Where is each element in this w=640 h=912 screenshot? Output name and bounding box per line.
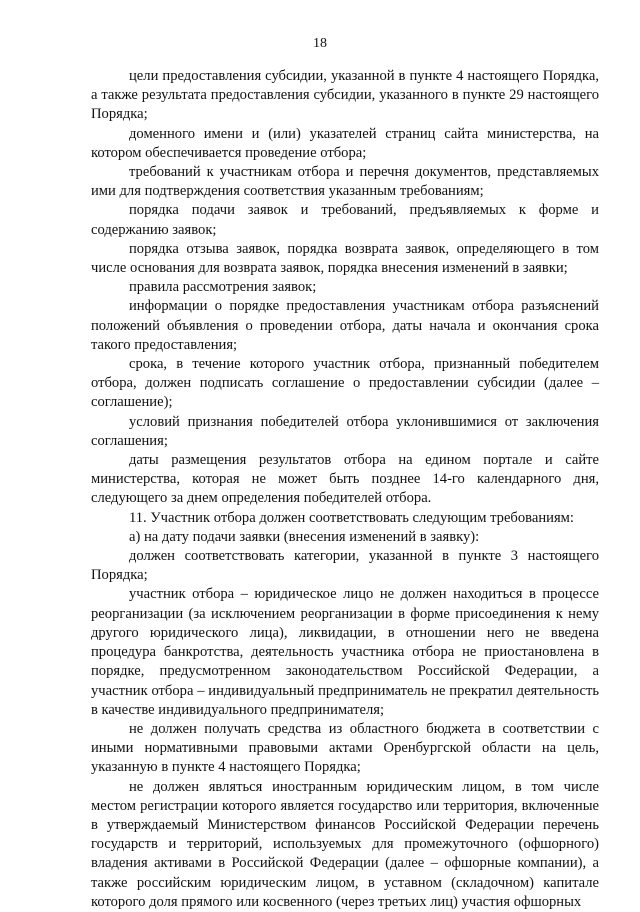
paragraph: должен соответствовать категории, указанной в пункте 3 настоящего Порядка; [91,548,599,584]
page-number: 18 [313,36,327,51]
paragraph: даты размещения результатов отбора на едином портале и сайте министерства, которая не может быть позднее 14-го календарного дня, следующего за днем определения победителей отбора. [91,452,599,507]
paragraph: а) на дату подачи заявки (внесения изменений в заявку): [129,528,480,545]
paragraph: порядка отзыва заявок, порядка возврата заявок, определяющего в том числе основания для возврата заявок, порядка внесения изменений в заявки; [91,240,599,277]
paragraph: участник отбора – юридическое лицо не должен находиться в процессе реорганизации (за исключением реорганизации в форме присоединения к нему другого юридического лица), ликвидации, в отношении него не введена процедура банкротства, деятельность участника отбора не приостановлена в порядке, предусмотренном законодательством Российской Федерации, а участник отбора – индивидуальный предприниматель не прекратил деятельность в качестве индивидуального предпринимателя; [91,586,599,718]
paragraph: порядка подачи заявок и требований, предъявляемых к форме и содержанию заявок; [91,202,599,238]
paragraph: цели предоставления субсидии, указанной в пункте 4 настоящего Порядка, а также результата предоставления субсидии, указанного в пункте 29 настоящего Порядка; [91,68,599,123]
paragraph: срока, в течение которого участник отбора, признанный победителем отбора, должен подписать соглашение о предоставлении субсидии (далее – соглашение); [91,356,599,411]
paragraph: правила рассмотрения заявок; [129,279,317,296]
paragraph: не должен получать средства из областного бюджета в соответствии с иными нормативными правовыми актами Оренбургской области на цель, указанную в пункте 4 настоящего Порядка; [91,720,599,776]
paragraph: доменного имени и (или) указателей страниц сайта министерства, на котором обеспечивается проведение отбора; [91,125,599,161]
paragraph: условий признания победителей отбора уклонившимися от заключения соглашения; [91,413,599,449]
body-text [91,67,599,912]
paragraph: информации о порядке предоставления участникам отбора разъяснений положений объявления о проведении отбора, даты начала и окончания срока такого предоставления; [91,298,599,353]
paragraph: 11. Участник отбора должен соответствовать следующим требованиям: [129,509,574,526]
paragraph: не должен являться иностранным юридическим лицом, в том числе местом регистрации которого является государство или территория, включенные в утверждаемый Министерством финансов Российской Федерации перечень государств и территорий, используемых для промежуточного (офшорного) владения активами в Российской Федерации (далее – офшорные компании), а также российским юридическим лицом, в уставном (складочном) капитале которого доля прямого или косвенного (через третьих лиц) участия офшорных [91,778,599,910]
paragraph: требований к участникам отбора и перечня документов, представляемых ими для подтверждения соответствия указанным требованиям; [91,164,599,200]
